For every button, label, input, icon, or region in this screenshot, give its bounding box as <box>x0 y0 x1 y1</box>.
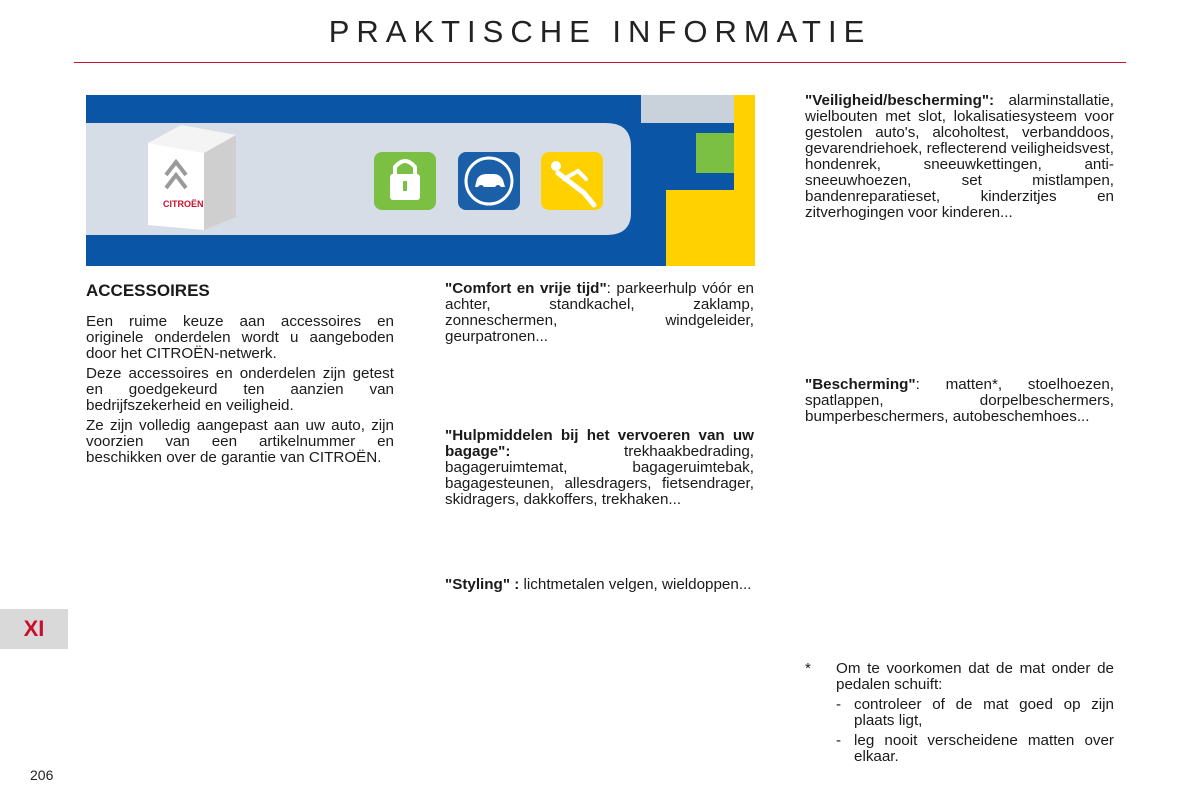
protection-label: "Bescherming" <box>805 376 916 393</box>
footnote-marker: * <box>805 660 811 677</box>
footnote-item-text: controleer of de mat goed op zijn plaats ligt, <box>854 696 1114 729</box>
footnote-dash: - <box>836 732 842 749</box>
styling-block <box>445 577 754 593</box>
transport-block <box>445 428 754 508</box>
page-number: 206 <box>30 767 54 783</box>
comfort-label: "Comfort en vrije tijd" <box>445 280 607 297</box>
chapter-tab: XI <box>0 609 68 649</box>
page-title: PRAKTISCHE INFORMATIE <box>328 14 872 49</box>
safety-block <box>805 93 1114 221</box>
transport-text: trekhaakbedrading, bagageruimtemat, bagageruimtebak, bagagesteunen, allesdragers, fietsendrager, skidragers, dakkoffers, trekhaken... <box>445 443 754 508</box>
protection-block <box>805 377 1114 425</box>
tested-paragraph: Deze accessoires en onderdelen zijn getest en goedgekeurd ten aanzien van bedrijfszekerheid en veiligheid. <box>86 365 394 414</box>
footnote-item <box>836 697 1114 729</box>
floor-mat-footnote <box>805 661 1114 765</box>
car-icon <box>458 152 520 210</box>
footnote-text: Om te voorkomen dat de mat onder de pedalen schuift: <box>836 660 1114 693</box>
citroen-logo-text: CITROËN <box>163 199 204 209</box>
comfort-text: : parkeerhulp vóór en achter, standkachel, zaklamp, zonneschermen, windgeleider, geurpatronen... <box>445 280 755 345</box>
footnote-dash: - <box>836 696 842 713</box>
leisure-icon <box>541 152 603 210</box>
header-divider <box>74 62 1126 63</box>
safety-text: alarminstallatie, wielbouten met slot, lokalisatiesysteem voor gestolen auto's, alcoholtest, verbanddoos, gevarendriehoek, reflecterend veiligheidsvest, hondenrek, sneeuwkettingen, anti-sneeuwhoezen, set mistlampen, bandenreparatieset, kinderzitjes en zitverhogingen voor kinderen... <box>805 92 1114 221</box>
styling-text: lichtmetalen velgen, wieldoppen... <box>519 576 752 593</box>
transport-label: "Hulpmiddelen bij het vervoeren van uw bagage": <box>445 427 754 460</box>
warranty-paragraph: Ze zijn volledig aangepast aan uw auto, zijn voorzien van een artikelnummer en beschikken over de garantie van CITROËN. <box>86 417 394 466</box>
safety-label: "Veiligheid/bescherming": <box>805 92 995 109</box>
accessories-column <box>86 281 394 466</box>
comfort-block <box>445 281 754 345</box>
accessories-banner-image <box>86 95 755 266</box>
section-heading: ACCESSOIRES <box>86 281 210 300</box>
styling-label: "Styling" : <box>445 576 520 593</box>
intro-paragraph: Een ruime keuze aan accessoires en originele onderdelen wordt u aangeboden door het CITROËN-netwerk. <box>86 313 394 362</box>
footnote-item <box>836 733 1114 765</box>
footnote-item-text: leg nooit verscheidene matten over elkaar. <box>854 732 1114 765</box>
banner-graphic <box>86 95 755 266</box>
protection-text: : matten*, stoelhoezen, spatlappen, dorpelbeschermers, bumperbeschermers, autobeschemhoes... <box>805 376 1114 425</box>
lock-icon <box>374 152 436 210</box>
